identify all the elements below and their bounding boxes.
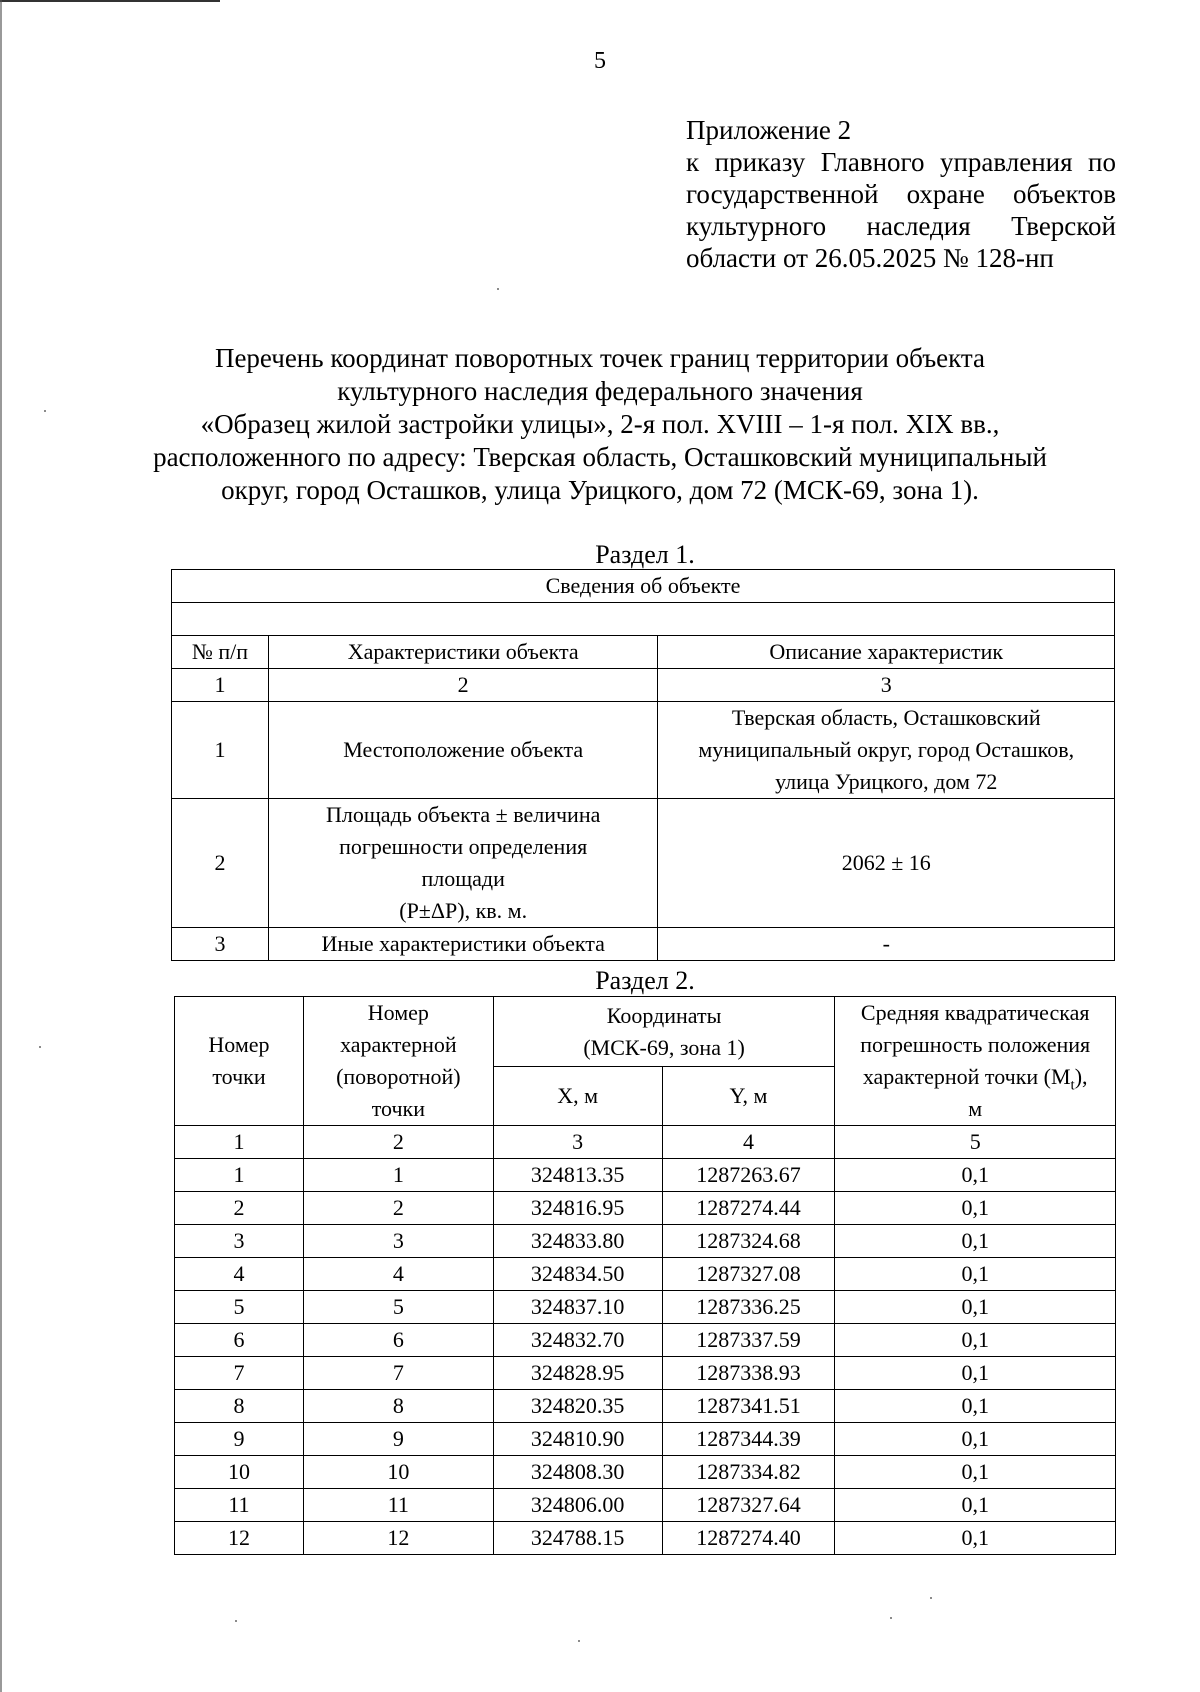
characteristic-point-number: 11: [303, 1489, 493, 1522]
table-caption-row: [172, 570, 1115, 603]
coord-x: 324808.30: [493, 1456, 662, 1489]
column-number: 5: [835, 1126, 1116, 1159]
coordinates-body: [175, 1159, 1116, 1555]
header-point-number: Номер точки: [175, 997, 304, 1126]
scan-edge-left: [0, 0, 2, 1692]
cell-line: (P±ΔP), кв. м.: [399, 898, 528, 923]
cell-line: площади: [421, 866, 505, 891]
page-number: 5: [594, 48, 606, 74]
table-row: [175, 1324, 1116, 1357]
coord-x: 324833.80: [493, 1225, 662, 1258]
coord-x: 324806.00: [493, 1489, 662, 1522]
column-number-row: [172, 669, 1115, 702]
characteristic-point-number: 9: [303, 1423, 493, 1456]
coord-x: 324837.10: [493, 1291, 662, 1324]
point-number: 9: [175, 1423, 304, 1456]
error-value: 0,1: [835, 1324, 1116, 1357]
header-y: Y, м: [662, 1067, 835, 1126]
table-row: [175, 1258, 1116, 1291]
appendix-line: культурного наследия Тверской: [686, 211, 1116, 241]
row-number: 3: [172, 928, 269, 961]
scan-speck: [497, 288, 499, 290]
appendix-line: области от 26.05.2025 № 128-нп: [686, 243, 1054, 273]
column-header: № п/п: [172, 636, 269, 669]
scan-speck: [930, 1597, 932, 1599]
point-number: 7: [175, 1357, 304, 1390]
column-number-row: [175, 1126, 1116, 1159]
characteristic-name: [268, 928, 658, 961]
column-header: Описание характеристик: [658, 636, 1115, 669]
section1-title: Раздел 1.: [595, 540, 695, 569]
appendix-line: Приложение 2: [686, 115, 852, 145]
title-line: округ, город Осташков, улица Урицкого, дом 72 (МСК-69, зона 1).: [221, 475, 979, 505]
cell-line: -: [882, 931, 890, 956]
error-value: 0,1: [835, 1423, 1116, 1456]
cell-line: м: [968, 1096, 983, 1121]
scan-edge-top: [0, 0, 220, 2]
coord-x: 324788.15: [493, 1522, 662, 1555]
cell-line: Номер: [367, 1000, 429, 1025]
title-line: культурного наследия федерального значения: [337, 376, 863, 406]
error-value: 0,1: [835, 1390, 1116, 1423]
characteristic-name: [268, 702, 658, 799]
characteristic-description: [658, 928, 1115, 961]
characteristic-point-number: 1: [303, 1159, 493, 1192]
cell-line: (МСК-69, зона 1): [583, 1034, 745, 1060]
appendix-line: к приказу Главного управления по: [686, 147, 1116, 177]
coord-y: 1287327.08: [662, 1258, 835, 1291]
object-info-table: [171, 569, 1115, 961]
table-header-row: [175, 997, 1116, 1067]
column-number: 1: [172, 669, 269, 702]
characteristic-point-number: 6: [303, 1324, 493, 1357]
coord-x: 324834.50: [493, 1258, 662, 1291]
coord-y: 1287274.40: [662, 1522, 835, 1555]
coord-y: 1287263.67: [662, 1159, 835, 1192]
characteristic-point-number: 5: [303, 1291, 493, 1324]
coord-x: 324810.90: [493, 1423, 662, 1456]
coord-y: 1287334.82: [662, 1456, 835, 1489]
cell-line: погрешность положения: [860, 1032, 1091, 1057]
subscript: t: [1070, 1077, 1075, 1094]
table-spacer-row: [172, 603, 1115, 636]
coord-x: 324813.35: [493, 1159, 662, 1192]
cell-line: (поворотной): [336, 1064, 461, 1089]
cell-line: Средняя квадратическая: [860, 1000, 1090, 1025]
cell-line: улица Урицкого, дом 72: [775, 769, 998, 794]
point-number: 1: [175, 1159, 304, 1192]
header-mean-square-error: [835, 997, 1116, 1126]
characteristic-name: [268, 799, 658, 928]
cell-line: характерной: [340, 1032, 457, 1057]
point-number: 10: [175, 1456, 304, 1489]
coord-x: 324820.35: [493, 1390, 662, 1423]
point-number: 12: [175, 1522, 304, 1555]
error-value: 0,1: [835, 1192, 1116, 1225]
table-row: [175, 1390, 1116, 1423]
appendix-block: [686, 114, 1116, 274]
characteristic-point-number: 12: [303, 1522, 493, 1555]
coord-y: 1287327.64: [662, 1489, 835, 1522]
error-value: 0,1: [835, 1291, 1116, 1324]
characteristic-point-number: 10: [303, 1456, 493, 1489]
coord-x: 324832.70: [493, 1324, 662, 1357]
column-number: 1: [175, 1126, 304, 1159]
coord-x: 324816.95: [493, 1192, 662, 1225]
table-row: [175, 1192, 1116, 1225]
error-value: 0,1: [835, 1489, 1116, 1522]
coord-y: 1287337.59: [662, 1324, 835, 1357]
cell-line: Иные характеристики объекта: [321, 931, 605, 956]
characteristic-point-number: 8: [303, 1390, 493, 1423]
row-number: 1: [172, 702, 269, 799]
point-number: 8: [175, 1390, 304, 1423]
cell-line: Тверская область, Осташковский: [731, 705, 1041, 730]
coord-y: 1287336.25: [662, 1291, 835, 1324]
table-row: [175, 1522, 1116, 1555]
title-line: Перечень координат поворотных точек границ территории объекта: [214, 343, 986, 373]
appendix-line: государственной охране объектов: [686, 179, 1116, 209]
table-caption: Сведения об объекте: [172, 570, 1115, 603]
table-row: [175, 1159, 1116, 1192]
point-number: 3: [175, 1225, 304, 1258]
column-number: 2: [303, 1126, 493, 1159]
table-row: [175, 1291, 1116, 1324]
table-row: [175, 1225, 1116, 1258]
column-number: 2: [268, 669, 658, 702]
table-header-row: [172, 636, 1115, 669]
table-row: [175, 1357, 1116, 1390]
error-value: 0,1: [835, 1159, 1116, 1192]
column-header: Характеристики объекта: [268, 636, 658, 669]
table-row: [172, 799, 1115, 928]
point-number: 2: [175, 1192, 304, 1225]
cell-line: Местоположение объекта: [343, 737, 584, 762]
table-row: [175, 1489, 1116, 1522]
cell-line: 2062 ± 16: [841, 850, 931, 875]
cell-line: Координаты: [606, 1002, 722, 1028]
document-title: [150, 342, 1050, 507]
column-number: 4: [662, 1126, 835, 1159]
scan-speck: [578, 1640, 580, 1642]
title-line: расположенного по адресу: Тверская область, Осташковский муниципальный: [153, 442, 1047, 472]
characteristic-point-number: 2: [303, 1192, 493, 1225]
table-row: [172, 702, 1115, 799]
table-row: [175, 1456, 1116, 1489]
coord-y: 1287324.68: [662, 1225, 835, 1258]
row-number: 2: [172, 799, 269, 928]
error-value: 0,1: [835, 1522, 1116, 1555]
error-value: 0,1: [835, 1258, 1116, 1291]
coord-y: 1287341.51: [662, 1390, 835, 1423]
cell-line: [839, 1061, 1111, 1093]
point-number: 5: [175, 1291, 304, 1324]
cell-line: Площадь объекта ± величина: [326, 802, 601, 827]
error-value: 0,1: [835, 1357, 1116, 1390]
header-characteristic-point: [303, 997, 493, 1126]
error-value: 0,1: [835, 1456, 1116, 1489]
table-row: [172, 928, 1115, 961]
cell-text: характерной точки (M: [862, 1064, 1071, 1089]
characteristic-point-number: 3: [303, 1225, 493, 1258]
scan-speck: [44, 410, 46, 412]
error-value: 0,1: [835, 1225, 1116, 1258]
characteristic-point-number: 7: [303, 1357, 493, 1390]
coordinates-table: [174, 996, 1116, 1555]
section2-title: Раздел 2.: [595, 966, 695, 995]
characteristic-description: [658, 702, 1115, 799]
point-number: 11: [175, 1489, 304, 1522]
point-number: 6: [175, 1324, 304, 1357]
coord-y: 1287344.39: [662, 1423, 835, 1456]
cell-line: точки: [371, 1096, 425, 1121]
header-coordinates: [493, 997, 835, 1067]
point-number: 4: [175, 1258, 304, 1291]
title-line: «Образец жилой застройки улицы», 2-я пол. XVIII – 1-я пол. XIX вв.,: [200, 409, 1000, 439]
characteristic-point-number: 4: [303, 1258, 493, 1291]
cell-text: ),: [1074, 1064, 1088, 1089]
coord-y: 1287274.44: [662, 1192, 835, 1225]
column-number: 3: [493, 1126, 662, 1159]
scan-speck: [39, 1046, 41, 1048]
scan-speck: [235, 1620, 237, 1622]
empty-cell: [172, 603, 1115, 636]
coord-y: 1287338.93: [662, 1357, 835, 1390]
cell-line: погрешности определения: [339, 834, 588, 859]
column-number: 3: [658, 669, 1115, 702]
cell-line: муниципальный округ, город Осташков,: [698, 737, 1075, 762]
characteristic-description: [658, 799, 1115, 928]
scan-speck: [890, 1617, 892, 1619]
header-x: X, м: [493, 1067, 662, 1126]
coord-x: 324828.95: [493, 1357, 662, 1390]
table-row: [175, 1423, 1116, 1456]
